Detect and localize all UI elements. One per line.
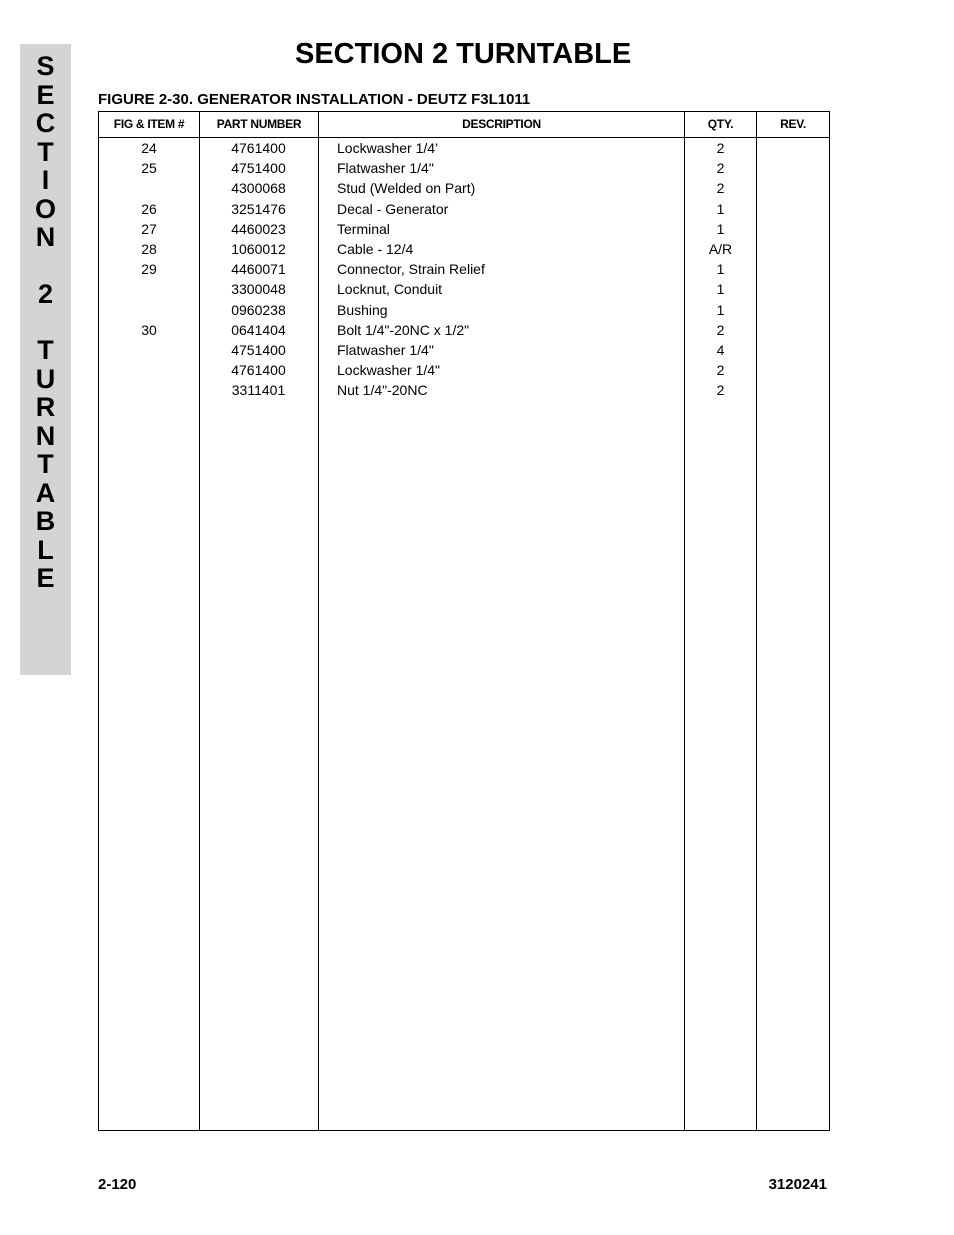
cell-qty: 2 [716, 362, 725, 379]
cell-fig-item: 26 [141, 200, 157, 217]
cell-part-number: 0960238 [231, 301, 286, 318]
side-tab-letter: T [37, 136, 54, 167]
cell-part-number: 0641404 [231, 321, 286, 338]
table-row [99, 138, 829, 158]
cell-description: Decal - Generator [337, 200, 449, 217]
table-row [99, 219, 829, 239]
cell-description: Lockwasher 1/4’ [337, 140, 439, 156]
cell-part-number: 4751400 [231, 160, 286, 177]
cell-qty: 4 [716, 341, 725, 358]
table-row [99, 279, 829, 299]
cell-part-number: 4460023 [231, 220, 286, 237]
cell-fig-item: 29 [141, 261, 157, 278]
cell-fig-item: 24 [141, 140, 157, 156]
cell-part-number: 1060012 [231, 240, 286, 257]
cell-part-number: 4761400 [231, 140, 286, 156]
section-title: SECTION 2 TURNTABLE [295, 38, 632, 70]
side-tab-letter: L [37, 534, 54, 565]
cell-qty: 1 [716, 281, 725, 298]
cell-description: Nut 1/4"-20NC [337, 382, 428, 399]
cell-qty: 1 [716, 301, 725, 318]
cell-part-number: 4761400 [231, 362, 286, 379]
table-header [99, 112, 829, 138]
header-part-number: PART NUMBER [216, 117, 302, 131]
cell-description: Bushing [337, 301, 388, 318]
header-fig-item: FIG & ITEM # [113, 117, 185, 131]
cell-description: Locknut, Conduit [337, 281, 443, 298]
cell-qty: A/R [708, 240, 733, 257]
side-tab-letter: S [36, 51, 55, 81]
header-qty: QTY. [707, 117, 734, 131]
side-tab-letter: N [35, 222, 56, 252]
side-tab-letter: I [41, 165, 50, 195]
side-tab-letter: B [35, 506, 56, 536]
table-row [99, 259, 829, 279]
page-number: 2-120 [98, 1176, 137, 1193]
side-tab-letter: T [37, 335, 54, 365]
header-rev: REV. [780, 117, 806, 131]
cell-part-number: 3300048 [231, 281, 286, 298]
side-tab-letter: R [35, 392, 56, 422]
side-tab-letter: N [35, 420, 56, 451]
side-tab-letter: 2 [37, 278, 54, 309]
side-tab-letters [20, 52, 71, 593]
side-tab-letter: E [36, 79, 55, 110]
cell-fig-item: 28 [141, 240, 157, 257]
side-tab-letter: O [34, 193, 56, 224]
cell-description: Stud (Welded on Part) [337, 180, 476, 197]
cell-qty: 2 [716, 382, 725, 399]
cell-description: Bolt 1/4"-20NC x 1/2" [337, 321, 470, 338]
cell-qty: 2 [716, 160, 725, 177]
table-row [99, 178, 829, 198]
cell-part-number: 3311401 [231, 382, 286, 399]
cell-qty: 2 [716, 140, 725, 156]
table-row [99, 239, 829, 259]
cell-part-number: 4460071 [231, 261, 286, 278]
figure-title: FIGURE 2-30. GENERATOR INSTALLATION - DEUTZ F3L1011 [98, 91, 531, 108]
table-row [99, 199, 829, 219]
table-body [99, 138, 829, 400]
side-tab-letter: E [36, 563, 55, 593]
side-tab-letter: T [37, 449, 54, 479]
cell-description: Cable - 12/4 [337, 240, 414, 257]
cell-description: Flatwasher 1/4" [337, 341, 434, 358]
table-row [99, 320, 829, 340]
table-row [99, 158, 829, 178]
cell-fig-item: 27 [141, 220, 157, 237]
cell-qty: 2 [716, 321, 725, 338]
cell-description: Flatwasher 1/4" [337, 160, 434, 177]
parts-table [98, 111, 830, 1131]
cell-qty: 1 [716, 200, 725, 217]
table-row [99, 340, 829, 360]
cell-fig-item: 30 [141, 321, 157, 338]
header-description: DESCRIPTION [462, 117, 541, 131]
side-tab-letter: U [35, 363, 56, 394]
cell-description: Connector, Strain Relief [337, 261, 485, 278]
cell-part-number: 4751400 [231, 341, 286, 358]
cell-qty: 2 [716, 180, 725, 197]
table-row [99, 300, 829, 320]
section-side-tab [20, 44, 71, 675]
cell-qty: 1 [716, 220, 725, 237]
side-tab-letter: C [35, 108, 56, 138]
table-row [99, 360, 829, 380]
cell-description: Terminal [337, 220, 390, 237]
cell-description: Lockwasher 1/4" [337, 362, 441, 379]
side-tab-letter: A [35, 477, 56, 508]
table-row [99, 380, 829, 400]
cell-part-number: 3251476 [231, 200, 286, 217]
cell-fig-item: 25 [141, 160, 157, 177]
cell-part-number: 4300068 [231, 180, 286, 197]
cell-qty: 1 [716, 261, 725, 278]
document-number: 3120241 [768, 1176, 827, 1193]
